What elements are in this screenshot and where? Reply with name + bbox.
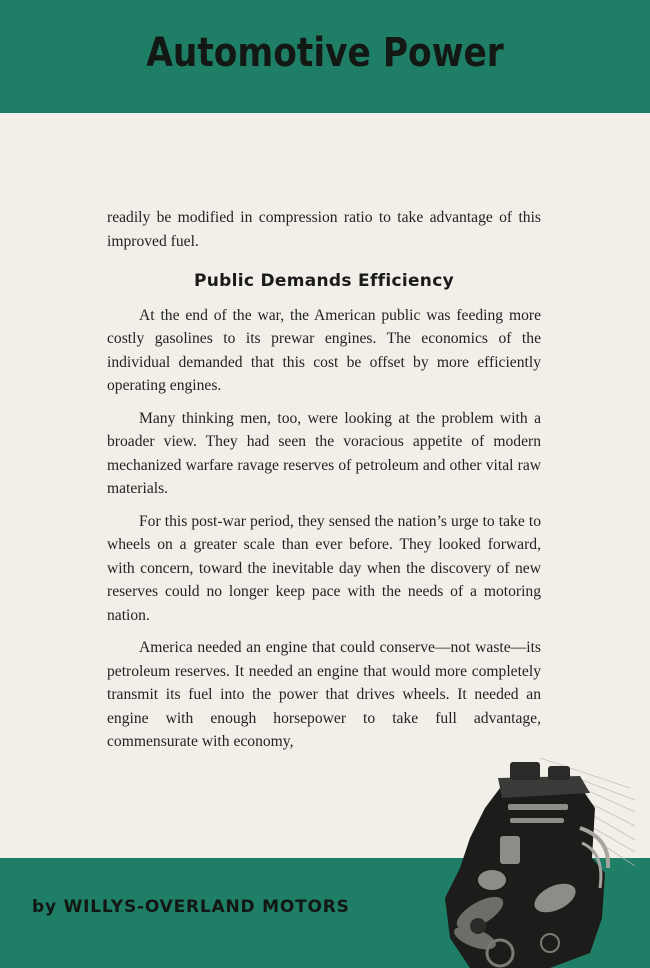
paragraph-1: At the end of the war, the American public was feeding more costly gasolines to its prewar engines. The economics of the individual demanded that this cost be offset by more efficiently operating engines. (107, 306, 541, 394)
paragraph-3: For this post-war period, they sensed the nation’s urge to take to wheels on a greater scale than ever before. They looked forward, with concern, toward the inevitable day when the discovery of new reserves could no longer keep pace with the needs of a motoring nation. (107, 512, 541, 624)
opening-paragraph: readily be modified in compression ratio to take advantage of this improved fuel. (107, 209, 541, 250)
footer-credit: by WILLYS-OVERLAND MOTORS (32, 897, 350, 917)
paragraph-4: America needed an engine that could conserve—not waste—its petroleum reserves. It needed an engine that would more completely transmit its fuel into the power that drives wheels. It needed an engine with enough horsepower to take full advantage, commensurate with economy, (107, 639, 541, 750)
paragraph-2: Many thinking men, too, were looking at the problem with a broader view. They had seen the voracious appetite of modern mechanized warfare ravage reserves of petroleum and other vital raw materials. (107, 409, 541, 497)
header-band (0, 0, 650, 113)
engine-illustration-icon (430, 748, 640, 968)
section-heading: Public Demands Efficiency (194, 271, 454, 291)
body-text (107, 206, 541, 754)
page-title: Automotive Power (146, 30, 504, 76)
